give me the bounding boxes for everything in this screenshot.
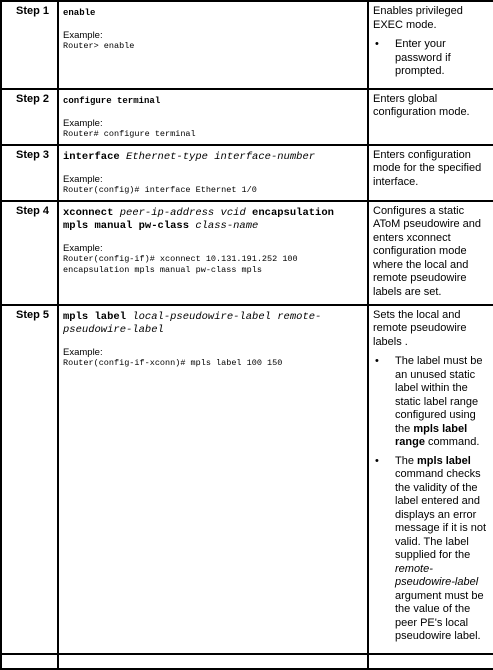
step-row-5 [1, 305, 493, 654]
command-syntax [63, 207, 363, 233]
command-cell [58, 145, 368, 201]
description-text: Enters global configuration mode. [373, 92, 470, 118]
command-keyword: interface [63, 150, 127, 163]
step-row-4 [1, 201, 493, 305]
step-number: Step 2 [1, 89, 58, 145]
description-text: Enters configuration mode for the specified interface. [373, 148, 482, 188]
description-text: Sets the local and remote pseudowire labels . [373, 308, 467, 348]
example-label: Example: [63, 242, 103, 254]
continuation-cell [58, 654, 368, 669]
step-row-2 [1, 89, 493, 145]
command-keyword: configure terminal [63, 95, 161, 106]
bullet-argument: remote-pseudowire-label [395, 562, 479, 588]
bullet-list [373, 38, 489, 79]
command-keyword: encapsulation mpls manual pw-class [63, 206, 334, 232]
bullet-keyword: mpls label [417, 454, 471, 467]
command-cell [58, 201, 368, 305]
description-cell [368, 1, 493, 89]
step-number: Step 4 [1, 201, 58, 305]
bullet-item [373, 455, 489, 644]
step-number: Step 3 [1, 145, 58, 201]
description-cell [368, 145, 493, 201]
description-cell [368, 305, 493, 654]
step-number: Step 5 [1, 305, 58, 654]
continuation-cell [1, 654, 58, 669]
step-row-3 [1, 145, 493, 201]
bullet-item [373, 355, 489, 450]
bullet-text: command checks the validity of the label entered and displays an error message if it is not valid. The label supplied for the [395, 468, 487, 561]
bullet-item: • Enter your password if prompted. [373, 38, 489, 79]
step-row-1 [1, 1, 493, 89]
continuation-row [1, 654, 493, 669]
example-label: Example: [63, 117, 103, 129]
example-label: Example: [63, 30, 103, 41]
step-number: Step 1 [1, 1, 58, 89]
bullet-list [373, 355, 489, 644]
command-keyword: mpls label [63, 310, 133, 323]
description-cell [368, 89, 493, 145]
example-label: Example: [63, 173, 103, 185]
example-code: Router(config)# interface Ethernet 1/0 [63, 184, 257, 195]
bullet-text: argument must be the value of the peer PE's local pseudowire label. [395, 589, 484, 642]
description-text: Enables privileged EXEC mode. [373, 5, 463, 31]
example-code: Router# configure terminal [63, 128, 196, 139]
example-code: Router> enable [63, 41, 135, 51]
description-cell [368, 201, 493, 305]
example-code: Router(config-if-xconn)# mpls label 100 150 [63, 357, 283, 368]
command-argument: peer-ip-address vcid [119, 206, 253, 219]
bullet-keyword: mpls label range [395, 422, 468, 448]
command-syntax [63, 95, 363, 108]
bullet-text: The [395, 454, 418, 467]
command-argument: local-pseudowire-label remote-pseudowire-label [63, 310, 322, 336]
command-cell [58, 1, 368, 89]
command-syntax [63, 7, 363, 20]
description-text: Configures a static AToM pseudowire and enters xconnect configuration mode where the local and remote pseudowire labels are set. [373, 204, 482, 298]
command-argument: class-name [195, 219, 259, 232]
bullet-text: The label must be an unused static label within the static label range configured using the [395, 355, 483, 435]
command-cell [58, 89, 368, 145]
command-argument: Ethernet-type interface-number [126, 150, 316, 163]
continuation-cell [368, 654, 493, 669]
command-keyword: xconnect [63, 206, 120, 219]
command-cell [58, 305, 368, 654]
command-syntax [63, 311, 363, 337]
example-code: Router(config-if)# xconnect 10.131.191.252 100 encapsulation mpls manual pw-class mpls [63, 253, 303, 275]
bullet-text: command. [424, 436, 480, 448]
command-keyword: enable [63, 8, 96, 18]
example-label: Example: [63, 346, 103, 358]
command-syntax [63, 151, 363, 164]
